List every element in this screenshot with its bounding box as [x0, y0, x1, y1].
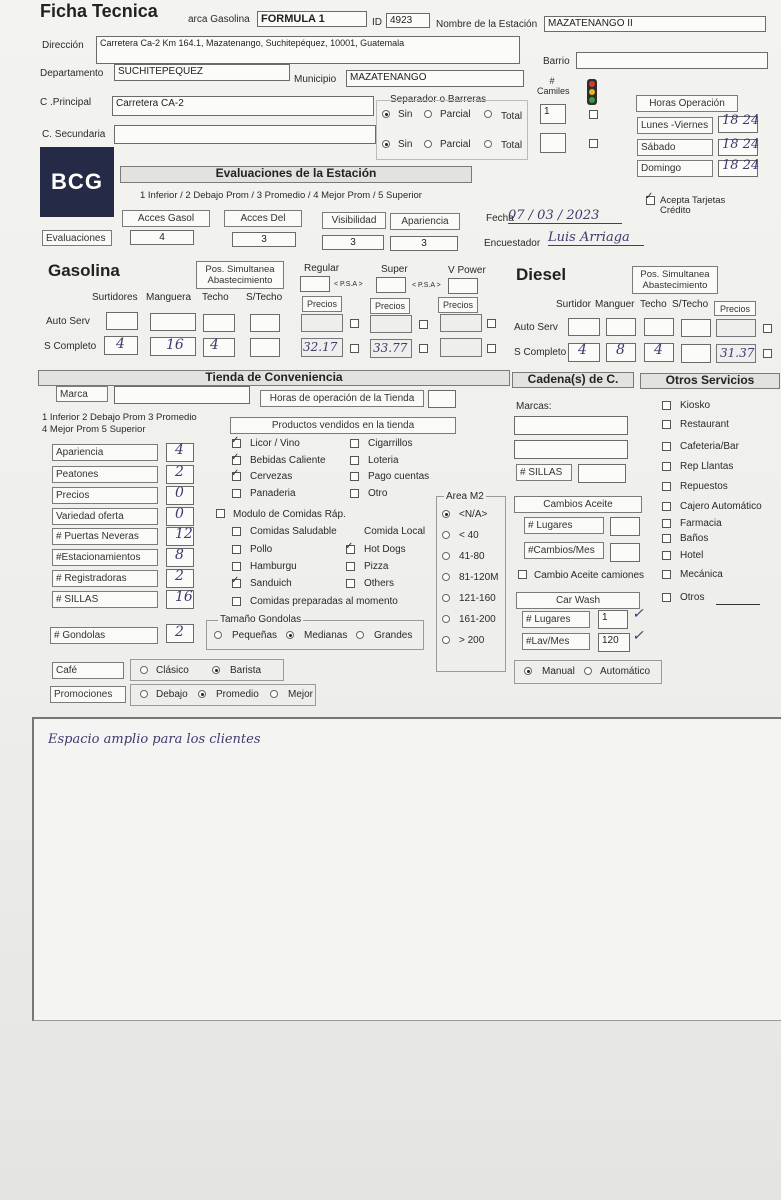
clasico-label: Clásico: [156, 665, 189, 676]
gas-sc-regular-checkbox[interactable]: [350, 344, 359, 353]
check-mark-icon: ✓: [231, 435, 240, 446]
marcas-field-2[interactable]: [514, 440, 628, 459]
diesel-as-surtidor[interactable]: [568, 318, 600, 336]
camiles-label: # Camiles: [537, 76, 570, 96]
cw-lugares-label: # Lugares: [522, 611, 590, 628]
gas-sc-techo-value: 4: [210, 337, 219, 353]
diesel-surtidor-label: Surtidor: [556, 299, 592, 310]
tienda-row-label: Peatones: [52, 466, 158, 483]
area-radio[interactable]: [442, 636, 450, 644]
camiles2-checkbox[interactable]: [589, 139, 598, 148]
gas-sc-precio-vpower[interactable]: [440, 338, 482, 357]
bcg-logo: BCG: [40, 147, 114, 217]
diesel-precios-label: Precios: [714, 301, 756, 316]
visibilidad-label: Visibilidad: [322, 212, 386, 229]
diesel-title: Diesel: [516, 265, 567, 284]
comida-checkbox[interactable]: [232, 545, 241, 554]
evaluaciones-title: Evaluaciones de la Estación: [120, 166, 472, 183]
camiles2-field[interactable]: [540, 133, 566, 153]
producto-label: Cigarrillos: [368, 438, 413, 449]
visibilidad-field[interactable]: 3: [322, 235, 384, 250]
productos-title: Productos vendidos en la tienda: [230, 417, 456, 434]
mejor-radio[interactable]: [270, 690, 278, 698]
tienda-row-label: Precios: [52, 487, 158, 504]
gas-pos-super-field[interactable]: [376, 277, 406, 293]
gas-as-super-checkbox[interactable]: [419, 320, 428, 329]
diesel-stecho-label: S/Techo: [672, 299, 709, 310]
estacion-label: Nombre de la Estación: [436, 19, 538, 30]
ca-cambios-mes-label: #Cambios/Mes: [524, 542, 604, 559]
notes-box[interactable]: [32, 717, 781, 1021]
otros-label: Rep Llantas: [680, 461, 734, 472]
otros-line: [716, 604, 760, 605]
area-label: 161-200: [459, 614, 496, 625]
cadena-sillas-field[interactable]: [578, 464, 626, 483]
pequenas-label: Pequeñas: [232, 630, 278, 641]
otros-checkbox[interactable]: [662, 534, 671, 543]
sep1-sin-label: Sin: [398, 109, 413, 120]
area-radio[interactable]: [442, 552, 450, 560]
tienda-row-label: Variedad oferta: [52, 508, 158, 525]
cw-lugares-field[interactable]: 1: [598, 610, 628, 629]
horas-sabado-label: Sábado: [637, 139, 713, 156]
gas-s-completo-label: S Completo: [44, 341, 97, 352]
tienda-row-label: # Registradoras: [52, 570, 158, 587]
gas-pos-vpower-field[interactable]: [448, 278, 478, 294]
sep1-total-radio[interactable]: [484, 110, 492, 118]
grandes-radio[interactable]: [356, 631, 364, 639]
area-title: Area M2: [446, 491, 484, 502]
otros-checkbox[interactable]: [662, 420, 671, 429]
precios-super-label: Precios: [370, 298, 410, 314]
lav-mes-label: #Lav/Mes: [522, 633, 590, 650]
camiones-label: Cambio Aceite camiones: [534, 570, 645, 581]
tienda-marca-label: Marca: [56, 386, 108, 402]
diesel-sc-manguer-value: 8: [616, 342, 625, 358]
separador-label: Separador o Barreras: [390, 94, 487, 105]
tienda-row-value: 2: [175, 464, 184, 480]
direccion-field[interactable]: Carretera Ca-2 Km 164.1, Mazatenango, Suchitepéquez, 10001, Guatemala: [96, 36, 520, 64]
fecha-value[interactable]: 07 / 03 / 2023: [508, 208, 622, 224]
tienda-horas-field[interactable]: [428, 390, 456, 408]
gas-sc-regular-value: 32.17: [303, 340, 338, 354]
diesel-techo-label: Techo: [640, 299, 667, 310]
id-label: ID: [372, 17, 382, 28]
csecundaria-field[interactable]: [114, 125, 376, 144]
promociones-label: Promociones: [50, 686, 126, 703]
check-mark-icon: ✓: [345, 541, 354, 552]
gas-as-precio-regular[interactable]: [301, 314, 343, 332]
horas-domingo-value: 18 24: [722, 158, 760, 173]
ca-lugares-field[interactable]: [610, 517, 640, 536]
cprincipal-label: C .Principal: [40, 97, 92, 108]
comidas-prep-checkbox[interactable]: [232, 597, 241, 606]
ca-lugares-label: # Lugares: [524, 517, 604, 534]
tienda-horas-label: Horas de operación de la Tienda: [260, 390, 424, 407]
acces-del-label: Acces Del: [224, 210, 302, 227]
manual-label: Manual: [542, 666, 575, 677]
sep2-parcial-label: Parcial: [440, 139, 471, 150]
medianas-label: Medianas: [304, 630, 348, 641]
diesel-sc-surtidor-value: 4: [578, 342, 587, 358]
otros-checkbox[interactable]: [662, 551, 671, 560]
tienda-title: Tienda de Conveniencia: [38, 370, 510, 386]
acces-gasol-label: Acces Gasol: [122, 210, 210, 227]
sep2-total-label: Total: [501, 140, 523, 151]
manual-radio[interactable]: [524, 667, 532, 675]
gondolas-value: 2: [175, 624, 184, 640]
horas-sabado-value: 18 24: [722, 137, 760, 152]
comida-checkbox[interactable]: [346, 562, 355, 571]
gas-sc-super-checkbox[interactable]: [419, 344, 428, 353]
tienda-row-label: #Estacionamientos: [52, 549, 158, 566]
barista-radio[interactable]: [212, 666, 220, 674]
producto-checkbox[interactable]: [350, 472, 359, 481]
area-label: > 200: [459, 635, 485, 646]
producto-label: Panaderia: [250, 487, 296, 499]
tienda-scale-1: 1 Inferior 2 Debajo Prom 3 Promedio: [42, 412, 197, 423]
evaluaciones-scale: 1 Inferior / 2 Debajo Prom / 3 Promedio / 4 Mejor Prom / 5 Superior: [140, 190, 422, 201]
otros-title: Otros Servicios: [640, 373, 780, 389]
gondolas-label: # Gondolas: [50, 627, 158, 644]
pequenas-radio[interactable]: [214, 631, 222, 639]
horas-domingo-label: Domingo: [637, 160, 713, 177]
debajo-label: Debajo: [156, 689, 188, 700]
otros-checkbox[interactable]: [662, 502, 671, 511]
barrio-label: Barrio: [543, 56, 570, 67]
barrio-field[interactable]: [576, 52, 768, 69]
producto-checkbox[interactable]: [350, 439, 359, 448]
manguera-label: Manguera: [146, 292, 192, 303]
otros-checkbox[interactable]: [662, 593, 671, 602]
regular-label: Regular: [304, 263, 340, 274]
horas-lunes-label: Lunes -Viernes: [637, 117, 713, 134]
precios-regular-label: Precios: [302, 296, 342, 312]
check-mark-icon: ✓: [231, 575, 240, 586]
gas-as-vpower-checkbox[interactable]: [487, 319, 496, 328]
grandes-label: Grandes: [374, 630, 413, 641]
promedio-label: Promedio: [216, 689, 259, 700]
tienda-row-value: 0: [175, 506, 184, 522]
camiles-field[interactable]: 1: [540, 104, 566, 124]
area-label: 81-120M: [459, 572, 499, 583]
area-radio[interactable]: [442, 615, 450, 623]
tienda-row-value: 0: [175, 485, 184, 501]
gas-as-precio-super[interactable]: [370, 315, 412, 333]
sep2-parcial-radio[interactable]: [424, 140, 432, 148]
tienda-row-value: 12: [175, 526, 193, 542]
comida-local-label: Comida Local: [364, 526, 426, 537]
evaluaciones-label: Evaluaciones: [42, 230, 112, 246]
sep2-sin-radio[interactable]: [382, 140, 390, 148]
cambios-aceite-label: Cambios Aceite: [514, 496, 642, 513]
otros-checkbox[interactable]: [662, 462, 671, 471]
otros-label: Cajero Automático: [680, 501, 762, 512]
area-radio[interactable]: [442, 573, 450, 581]
gas-sc-manguera-value: 16: [166, 337, 184, 353]
tienda-row-label: # Puertas Neveras: [52, 528, 158, 545]
gas-sc-vpower-checkbox[interactable]: [487, 344, 496, 353]
horas-lunes-value: 18 24: [722, 113, 760, 128]
vpower-label: V Power: [448, 265, 486, 276]
cprincipal-field[interactable]: Carretera CA-2: [112, 96, 374, 116]
encuestador-value[interactable]: Luis Arriaga: [548, 230, 644, 246]
traffic-light-icon: [585, 79, 599, 105]
diesel-manguer-label: Manguer: [595, 299, 635, 310]
producto-label: Cervezas: [250, 471, 293, 482]
comida-label: Pizza: [364, 561, 389, 572]
check-mark-icon: ✓: [231, 451, 240, 463]
direccion-label: Dirección: [42, 40, 84, 51]
area-label: 121-160: [459, 593, 496, 604]
comidas-prep-label: Comidas preparadas al momento: [250, 596, 398, 607]
otros-checkbox[interactable]: [662, 442, 671, 451]
area-label: <N/A>: [459, 509, 488, 520]
encuestador-label: Encuestador: [484, 238, 541, 249]
ca-cambios-mes-field[interactable]: [610, 543, 640, 562]
marca-label: arca Gasolina: [188, 14, 250, 25]
tienda-row-value: 2: [175, 568, 184, 584]
modulo-comidas-label: Modulo de Comidas Ráp.: [233, 509, 346, 520]
diesel-as-manguer[interactable]: [606, 318, 636, 336]
automatico-label: Automático: [600, 666, 651, 677]
otros-label: Kiosko: [680, 400, 711, 411]
municipio-label: Municipio: [294, 74, 337, 85]
gas-sc-stecho[interactable]: [250, 338, 280, 357]
otros-label: Repuestos: [680, 481, 728, 492]
acces-del-field[interactable]: 3: [232, 232, 296, 247]
acces-gasol-field[interactable]: 4: [130, 230, 194, 245]
gas-auto-serv-label: Auto Serv: [46, 316, 90, 327]
diesel-s-completo-label: S Completo: [514, 347, 567, 358]
promedio-radio[interactable]: [198, 690, 206, 698]
producto-label: Licor / Vino: [250, 438, 300, 449]
otros-checkbox[interactable]: [662, 519, 671, 528]
sep1-parcial-radio[interactable]: [424, 110, 432, 118]
otros-label: Cafeteria/Bar: [680, 441, 739, 452]
departamento-field[interactable]: SUCHITEPEQUEZ: [114, 64, 290, 81]
otros-label: Baños: [680, 533, 709, 544]
form-title: Ficha Tecnica: [40, 1, 158, 21]
automatico-radio[interactable]: [584, 667, 592, 675]
producto-label: Loteria: [368, 454, 399, 466]
sep2-sin-label: Sin: [398, 139, 413, 150]
cw-lugares-check-icon: ✓: [632, 606, 644, 622]
tienda-row-label: Apariencia: [52, 444, 158, 461]
area-radio[interactable]: [442, 510, 450, 518]
comidas-saludable-checkbox[interactable]: [232, 527, 241, 536]
diesel-as-techo[interactable]: [644, 318, 674, 336]
id-field[interactable]: 4923: [386, 13, 430, 28]
gas-sc-techo[interactable]: [203, 338, 235, 357]
otros-checkbox[interactable]: [662, 570, 671, 579]
tienda-row-label: # SILLAS: [52, 591, 158, 608]
gas-as-surtidores[interactable]: [106, 312, 138, 330]
debajo-radio[interactable]: [140, 690, 148, 698]
sep1-sin-radio[interactable]: [382, 110, 390, 118]
area-radio[interactable]: [442, 594, 450, 602]
car-wash-label: Car Wash: [516, 592, 640, 609]
otros-label: Otros: [680, 592, 705, 603]
mejor-label: Mejor: [288, 689, 314, 700]
diesel-pos-label: Pos. Simultanea Abastecimiento: [632, 266, 718, 294]
otros-checkbox[interactable]: [662, 482, 671, 491]
camiles-checkbox[interactable]: [589, 110, 598, 119]
clasico-radio[interactable]: [140, 666, 148, 674]
marca-field[interactable]: FORMULA 1: [257, 11, 367, 27]
medianas-radio[interactable]: [286, 631, 294, 639]
super-label: Super: [381, 264, 408, 275]
estacion-field[interactable]: MAZATENANGO II: [544, 16, 766, 32]
check-mark-icon: ✓: [645, 191, 654, 202]
gasolina-title: Gasolina: [48, 261, 120, 280]
otros-label: Mecánica: [680, 569, 723, 580]
area-label: 41-80: [459, 551, 485, 562]
gas-pos-regular-field[interactable]: [300, 276, 330, 292]
otros-checkbox[interactable]: [662, 401, 671, 410]
comida-checkbox[interactable]: [232, 562, 241, 571]
otros-label: Farmacia: [680, 518, 722, 529]
gas-as-regular-checkbox[interactable]: [350, 319, 359, 328]
producto-checkbox[interactable]: [350, 489, 359, 498]
gas-sc-surtidores-value: 4: [116, 336, 125, 352]
municipio-field[interactable]: MAZATENANGO: [346, 70, 524, 87]
gas-as-techo[interactable]: [203, 314, 235, 332]
barista-label: Barista: [230, 665, 262, 676]
tienda-row-value: 16: [175, 589, 193, 605]
diesel-sc-stecho[interactable]: [681, 344, 711, 363]
surtidores-label: Surtidores: [92, 292, 138, 303]
psa-1: < P.S.A >: [334, 281, 363, 288]
comida-label: Sanduich: [250, 578, 292, 589]
precios-vpower-label: Precios: [438, 297, 478, 313]
producto-checkbox[interactable]: [232, 489, 241, 498]
gas-sc-super-value: 33.77: [373, 341, 408, 355]
tienda-marca-field[interactable]: [114, 386, 250, 404]
comida-checkbox[interactable]: [346, 579, 355, 588]
marcas-field-1[interactable]: [514, 416, 628, 435]
diesel-sc-techo-value: 4: [654, 342, 663, 358]
gas-as-manguera[interactable]: [150, 313, 196, 331]
producto-label: Otro: [368, 487, 388, 499]
cadena-title: Cadena(s) de C.: [512, 372, 634, 388]
sep1-total-label: Total: [501, 111, 523, 122]
notes-text: Espacio amplio para los clientes: [48, 732, 261, 747]
comidas-saludable-label: Comidas Saludable: [250, 526, 337, 537]
lav-mes-check-icon: ✓: [632, 628, 644, 644]
techo-label: Techo: [202, 292, 229, 303]
gas-pos-label: Pos. Simultanea Abastecimiento: [196, 261, 284, 289]
comida-label: Hot Dogs: [364, 544, 406, 555]
diesel-sc-precio-value: 31.37: [720, 346, 755, 360]
tienda-scale-2: 4 Mejor Prom 5 Superior: [42, 424, 146, 435]
check-mark-icon: ✓: [231, 468, 240, 479]
gas-as-precio-vpower[interactable]: [440, 314, 482, 332]
otros-label: Hotel: [680, 550, 704, 561]
camiones-checkbox[interactable]: [518, 570, 527, 579]
producto-checkbox[interactable]: [350, 456, 359, 465]
diesel-auto-serv-label: Auto Serv: [514, 322, 558, 333]
gas-as-stecho[interactable]: [250, 314, 280, 332]
modulo-comidas-checkbox[interactable]: [216, 509, 225, 518]
diesel-as-stecho[interactable]: [681, 319, 711, 337]
lav-mes-field[interactable]: 120: [598, 633, 630, 652]
comida-label: Others: [364, 578, 395, 589]
tamano-label: Tamaño Gondolas: [220, 614, 302, 625]
stecho-label: S/Techo: [246, 292, 283, 303]
diesel-as-precio[interactable]: [716, 319, 756, 337]
sep2-total-radio[interactable]: [484, 140, 492, 148]
apariencia-eval-field[interactable]: 3: [390, 236, 458, 251]
comida-label: Hamburgu: [250, 561, 297, 572]
diesel-sc-checkbox[interactable]: [763, 349, 772, 358]
otros-label: Restaurant: [680, 419, 729, 430]
tienda-row-value: 8: [175, 547, 184, 563]
producto-label: Bebidas Caliente: [250, 454, 326, 466]
area-radio[interactable]: [442, 531, 450, 539]
cadena-sillas-label: # SILLAS: [516, 464, 572, 481]
csecundaria-label: C. Secundaria: [42, 129, 106, 140]
area-label: < 40: [459, 530, 479, 541]
sep1-parcial-label: Parcial: [440, 109, 471, 120]
acepta-tarjetas-label: Acepta Tarjetas Crédito: [660, 195, 726, 217]
psa-2: < P.S.A >: [412, 282, 441, 289]
producto-label: Pago cuentas: [368, 471, 430, 482]
cafe-label: Café: [52, 662, 124, 679]
apariencia-eval-label: Apariencia: [390, 213, 460, 230]
departamento-label: Departamento: [40, 68, 104, 79]
comida-label: Pollo: [250, 544, 273, 555]
marcas-label: Marcas:: [516, 401, 552, 412]
horas-title: Horas Operación: [636, 95, 738, 112]
fecha-label: Fecha: [486, 213, 514, 224]
diesel-as-checkbox[interactable]: [763, 324, 772, 333]
tienda-row-value: 4: [175, 442, 184, 458]
